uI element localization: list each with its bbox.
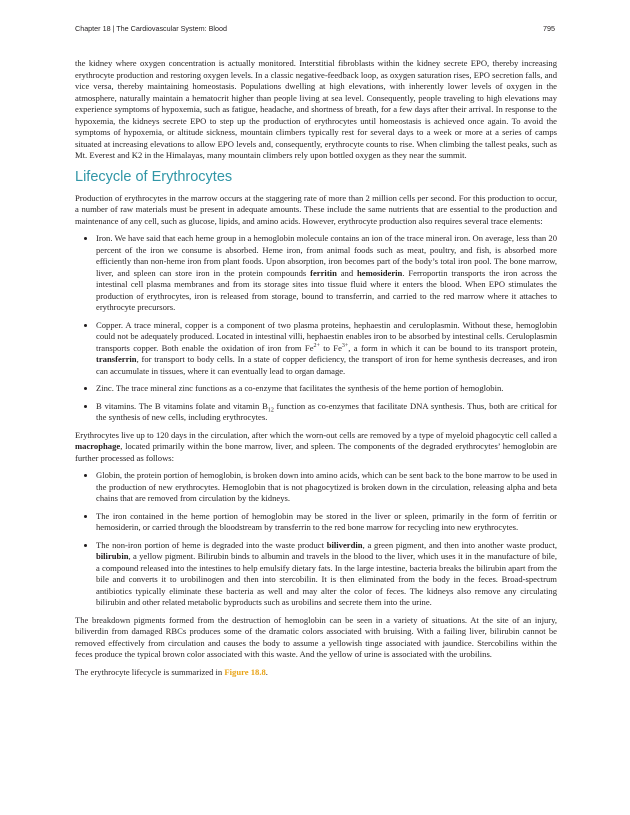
list-item-iron: • Iron. We have said that each heme group in a hemoglobin molecule contains an ion of the trace mineral iron. On average, less than 20 percent of the iron we consume is absorbed. Heme iron, from animal foods such as meat, poultry, and fish, is absorbed more efficiently than non-heme iron from plant foods. Upon absorption, iron becomes part of the body’s total iron pool. The bone marrow, liver, and spleen can store iron in the protein compounds ferritin and hemosiderin. Ferroportin transports the iron across the intestinal cell plasma membranes and from its storage sites into tissue fluid where it enters the blood. When EPO stimulates the production of erythrocytes, iron is released from storage, bound to transferrin, and carried to the red marrow where it attaches to erythrocyte precursors.: [96, 233, 557, 314]
term-biliverdin: biliverdin: [326, 539, 363, 550]
intro-paragraph: the kidney where oxygen concentration is actually monitored. Interstitial fibroblasts within the kidney secrete EPO, thereby increasing erythrocyte production and restoring oxygen levels. In a classic negative-feedback loop, as oxygen saturation rises, EPO secretion falls, and vice versa, thereby maintaining homeostasis. Populations dwelling at high elevations, with inherently lower levels of oxygen in the atmosphere, naturally maintain a hematocrit higher than people living at sea level. Consequently, people traveling to high elevations may experience symptoms of hypoxemia, such as fatigue, headache, and shortness of breath, for a few days after their arrival. In response to the hypoxemia, the kidneys secrete EPO to step up the production of erythrocytes until homeostasis is achieved once again. To avoid the symptoms of hypoxemia, or altitude sickness, mountain climbers typically rest for several days to a week or more at a series of camps situated at increasing elevations to allow EPO levels and, consequently, erythrocyte counts to rise. When climbing the tallest peaks, such as Mt. Everest and K2 in the Himalayas, many mountain climbers rely upon bottled oxygen as they near the summit.: [75, 58, 557, 160]
paragraph-summary: The erythrocyte lifecycle is summarized in Figure 18.8.: [75, 666, 268, 677]
list-item-heme-iron: • The iron contained in the heme portion of hemoglobin may be stored in the liver or spleen, primarily in the form of ferritin or hemosiderin, or carried through the bloodstream by transferrin to the red bone marrow for recycling into new erythrocytes.: [96, 511, 557, 534]
term-macrophage: macrophage: [75, 441, 121, 451]
trace-elements-list: [75, 233, 557, 424]
term-transferrin: transferrin: [96, 354, 137, 364]
page-body: [75, 58, 557, 684]
list-item-copper: • Copper. A trace mineral, copper is a component of two plasma proteins, hephaestin and ceruloplasmin. Without these, hemoglobin could not be adequately produced. Located in intestinal villi, hephaestin enables iron to be absorbed by intestinal cells. Ceruloplasmin transports copper. Both enable the oxidation of iron from $Fe^{2+}$ to $Fe^{3+}$, a form in which it can be bound to its transport protein, transferrin, for transport to body cells. In a state of copper deficiency, the transport of iron for heme synthesis decreases, and iron can accumulate in tissues, where it can eventually lead to organ damage.: [96, 320, 557, 378]
page-number: 795: [543, 24, 555, 33]
paragraph-production: Production of erythrocytes in the marrow occurs at the staggering rate of more than 2 million cells per second. For this production to occur, a number of raw materials must be present in adequate amounts. These include the same nutrients that are essential to the production and maintenance of any cell, such as glucose, lipids, and amino acids. However, erythrocyte production also requires several trace elements:: [75, 192, 557, 226]
term-ferritin: ferritin: [310, 267, 337, 278]
paragraph-lifespan: Erythrocytes live up to 120 days in the circulation, after which the worn-out cells are removed by a type of myeloid phagocytic cell called a macrophage, located primarily within the bone marrow, liver, and spleen. The components of the degraded erythrocytes’ hemoglobin are further processed as follows:: [75, 429, 557, 463]
figure-link[interactable]: Figure 18.8: [224, 666, 266, 677]
list-item-globin: • Globin, the protein portion of hemoglobin, is broken down into amino acids, which can be sent back to the bone marrow to be used in the production of new erythrocytes. Hemoglobin that is not phagocytized is broken down in the circulation, releasing alpha and beta chains that are removed from circulation by the kidneys.: [96, 470, 557, 505]
breakdown-list: [75, 470, 557, 609]
list-item-non-iron-heme: • The non-iron portion of heme is degraded into the waste product biliverdin, a green pigment, and then into another waste product, bilirubin, a yellow pigment. Bilirubin binds to albumin and travels in the blood to the liver, which uses it in the manufacture of bile, a compound released into the intestines to help emulsify dietary fats. In the large intestine, bacteria breaks the bilirubin apart from the bile and converts it to urobilinogen and then into stercobilin. It is then eliminated from the body in the feces. Broad-spectrum antibiotics typically eliminate these bacteria as well and may alter the color of feces. The kidneys also remove any circulating bilirubin and other related metabolic byproducts such as urobilins and secrete them into the urine.: [96, 540, 557, 609]
term-hemosiderin: hemosiderin: [356, 267, 403, 278]
running-header: [75, 24, 555, 33]
term-bilirubin: bilirubin: [96, 551, 129, 561]
section-heading: Lifecycle of Erythrocytes: [75, 168, 233, 185]
chapter-label: Chapter 18 | The Cardiovascular System: Blood: [75, 24, 227, 33]
list-item-b-vitamins: • B vitamins. The B vitamins folate and vitamin $B_{12}$ function as co-enzymes that facilitate DNA synthesis. Thus, both are critical for the synthesis of new cells, including erythrocytes.: [96, 401, 557, 424]
paragraph-pigments: The breakdown pigments formed from the destruction of hemoglobin can be seen in a variety of situations. At the site of an injury, biliverdin from damaged RBCs produces some of the dramatic colors associated with bruising. With a failing liver, bilirubin cannot be removed effectively from circulation and causes the body to assume a yellowish tinge associated with jaundice. Stercobilins within the feces produce the typical brown color associated with this waste. And the yellow of urine is associated with the urobilins.: [75, 614, 557, 659]
list-item-zinc: • Zinc. The trace mineral zinc functions as a co-enzyme that facilitates the synthesis of the heme portion of hemoglobin.: [96, 383, 557, 395]
